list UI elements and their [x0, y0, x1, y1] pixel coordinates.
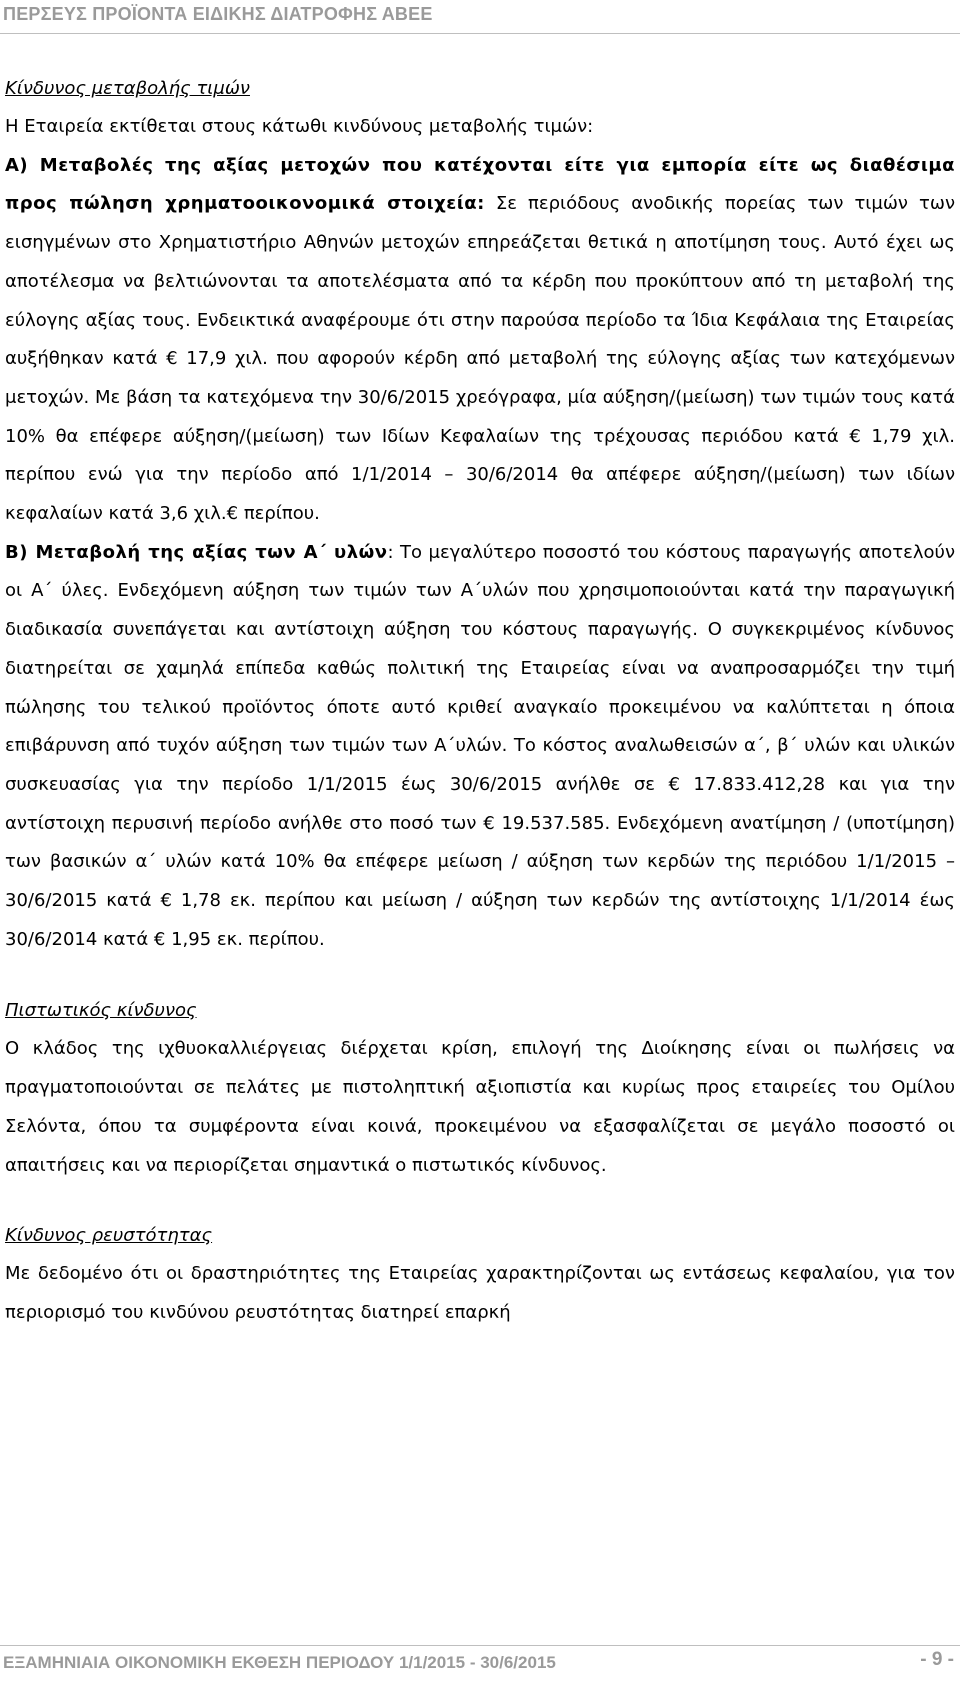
price-risk-paragraph-b: [5, 534, 955, 960]
report-title: ΕΞΑΜΗΝΙΑΙΑ ΟΙΚΟΝΟΜΙΚΗ ΕΚΘΕΣΗ ΠΕΡΙΟΔΟΥ 1/1/2015 - 30/6/2015: [3, 1653, 556, 1672]
header-divider: [0, 33, 960, 34]
price-risk-paragraph-a: [5, 147, 955, 534]
page-number: - 9 -: [920, 1649, 954, 1670]
price-risk-a-text: Σε περιόδους ανοδικής πορείας των τιμών των εισηγμένων στο Χρηματιστήριο Αθηνών μετοχών επηρεάζεται θετικά η αποτίμηση τους. Αυτό έχει ως αποτέλεσμα να βελτιώνονται τα αποτελέσματα από τα κέρδη που προκύπτουν από τη μεταβολή της εύλογης αξίας τους. Ενδεικτικά αναφέρουμε ότι στην παρούσα περίοδο τα Ίδια Κεφάλαια της Εταιρείας αυξήθηκαν κατά € 17,9 χιλ. που αφορούν κέρδη από μεταβολή της εύλογης αξίας των κατεχόμενων μετοχών. Με βάση τα κατεχόμενα την 30/6/2015 χρεόγραφα, μία αύξηση/(μείωση) των τιμών τους κατά 10% θα επέφερε αύξηση/(μείωση) των Ιδίων Κεφαλαίων της τρέχουσας περιόδου κατά € 1,79 χιλ. περίπου ενώ για την περίοδο από 1/1/2014 – 30/6/2014 θα απέφερε αύξηση/(μείωση) των ιδίων κεφαλαίων κατά 3,6 χιλ.€ περίπου.: [5, 193, 955, 525]
price-risk-b-text: : Το μεγαλύτερο ποσοστό του κόστους παραγωγής αποτελούν οι Α΄ ύλες. Ενδεχόμενη αύξηση των τιμών των Α΄υλών που χρησιμοποιούνται κατά την παραγωγική διαδικασία συνεπάγεται και αντίστοιχη αύξηση του κόστους παραγωγής. Ο συγκεκριμένος κίνδυνος διατηρείται σε χαμηλά επίπεδα καθώς πολιτική της Εταιρείας είναι να αναπροσαρμόζει την τιμή πώλησης του τελικού προϊόντος όποτε αυτό κριθεί αναγκαίο προκειμένου να καλύπτεται η όποια επιβάρυνση από τυχόν αύξηση των τιμών των Α΄υλών. Το κόστος αναλωθεισών α΄, β΄ υλών και υλικών συσκευασίας για την περίοδο 1/1/2015 έως 30/6/2015 ανήλθε σε € 17.833.412,28 και για την αντίστοιχη περυσινή περίοδο ανήλθε στο ποσό των € 19.537.585. Ενδεχόμενη ανατίμηση / (υποτίμηση) των βασικών α΄ υλών κατά 10% θα επέφερε μείωση / αύξηση των κερδών της περιόδου 1/1/2015 – 30/6/2015 κατά € 1,78 εκ. περίπου και μείωση / αύξηση των κερδών της αντίστοιχης 1/1/2014 έως 30/6/2014 κατά € 1,95 εκ. περίπου.: [5, 541, 956, 950]
section-gap: [5, 959, 955, 992]
page-footer: [0, 1645, 960, 1681]
company-name: ΠΕΡΣΕΥΣ ΠΡΟΪΟΝΤΑ ΕΙΔΙΚΗΣ ΔΙΑΤΡΟΦΗΣ ΑΒΕΕ: [3, 4, 433, 24]
liquidity-risk-heading: Κίνδυνος ρευστότητας: [5, 1225, 213, 1247]
price-risk-a-heading: Α) Μεταβολές της αξίας μετοχών που κατέχονται είτε για εμπορία είτε ως διαθέσιμα προς πώληση χρηματοοικονομικά στοιχεία:: [5, 154, 955, 215]
document-body: [5, 70, 955, 1333]
page-header: [0, 0, 960, 37]
footer-divider: [0, 1645, 960, 1646]
credit-risk-heading: Πιστωτικός κίνδυνος: [5, 1000, 197, 1022]
price-risk-b-heading: Β) Μεταβολή της αξίας των Α΄ υλών: [5, 541, 388, 563]
price-risk-heading: Κίνδυνος μεταβολής τιμών: [5, 78, 250, 99]
liquidity-risk-paragraph: Με δεδομένο ότι οι δραστηριότητες της Εταιρείας χαρακτηρίζονται ως εντάσεως κεφαλαίου, για τον περιορισμό του κινδύνου ρευστότητας διατηρεί επαρκή: [5, 1263, 955, 1323]
price-risk-intro: Η Εταιρεία εκτίθεται στους κάτωθι κινδύνους μεταβολής τιμών:: [5, 116, 594, 137]
credit-risk-paragraph: Ο κλάδος της ιχθυοκαλλιέργειας διέρχεται κρίση, επιλογή της Διοίκησης είναι οι πωλήσεις να πραγματοποιούνται σε πελάτες με πιστοληπτική αξιοπιστία και κυρίως προς εταιρείες του Ομίλου Σελόντα, όπου τα συμφέροντα είναι κοινά, προκειμένου να εξασφαλίζεται σε μεγάλο ποσοστό οι απαιτήσεις και να περιορίζεται σημαντικά ο πιστωτικός κίνδυνος.: [5, 1038, 955, 1176]
section-gap: [5, 1185, 955, 1217]
